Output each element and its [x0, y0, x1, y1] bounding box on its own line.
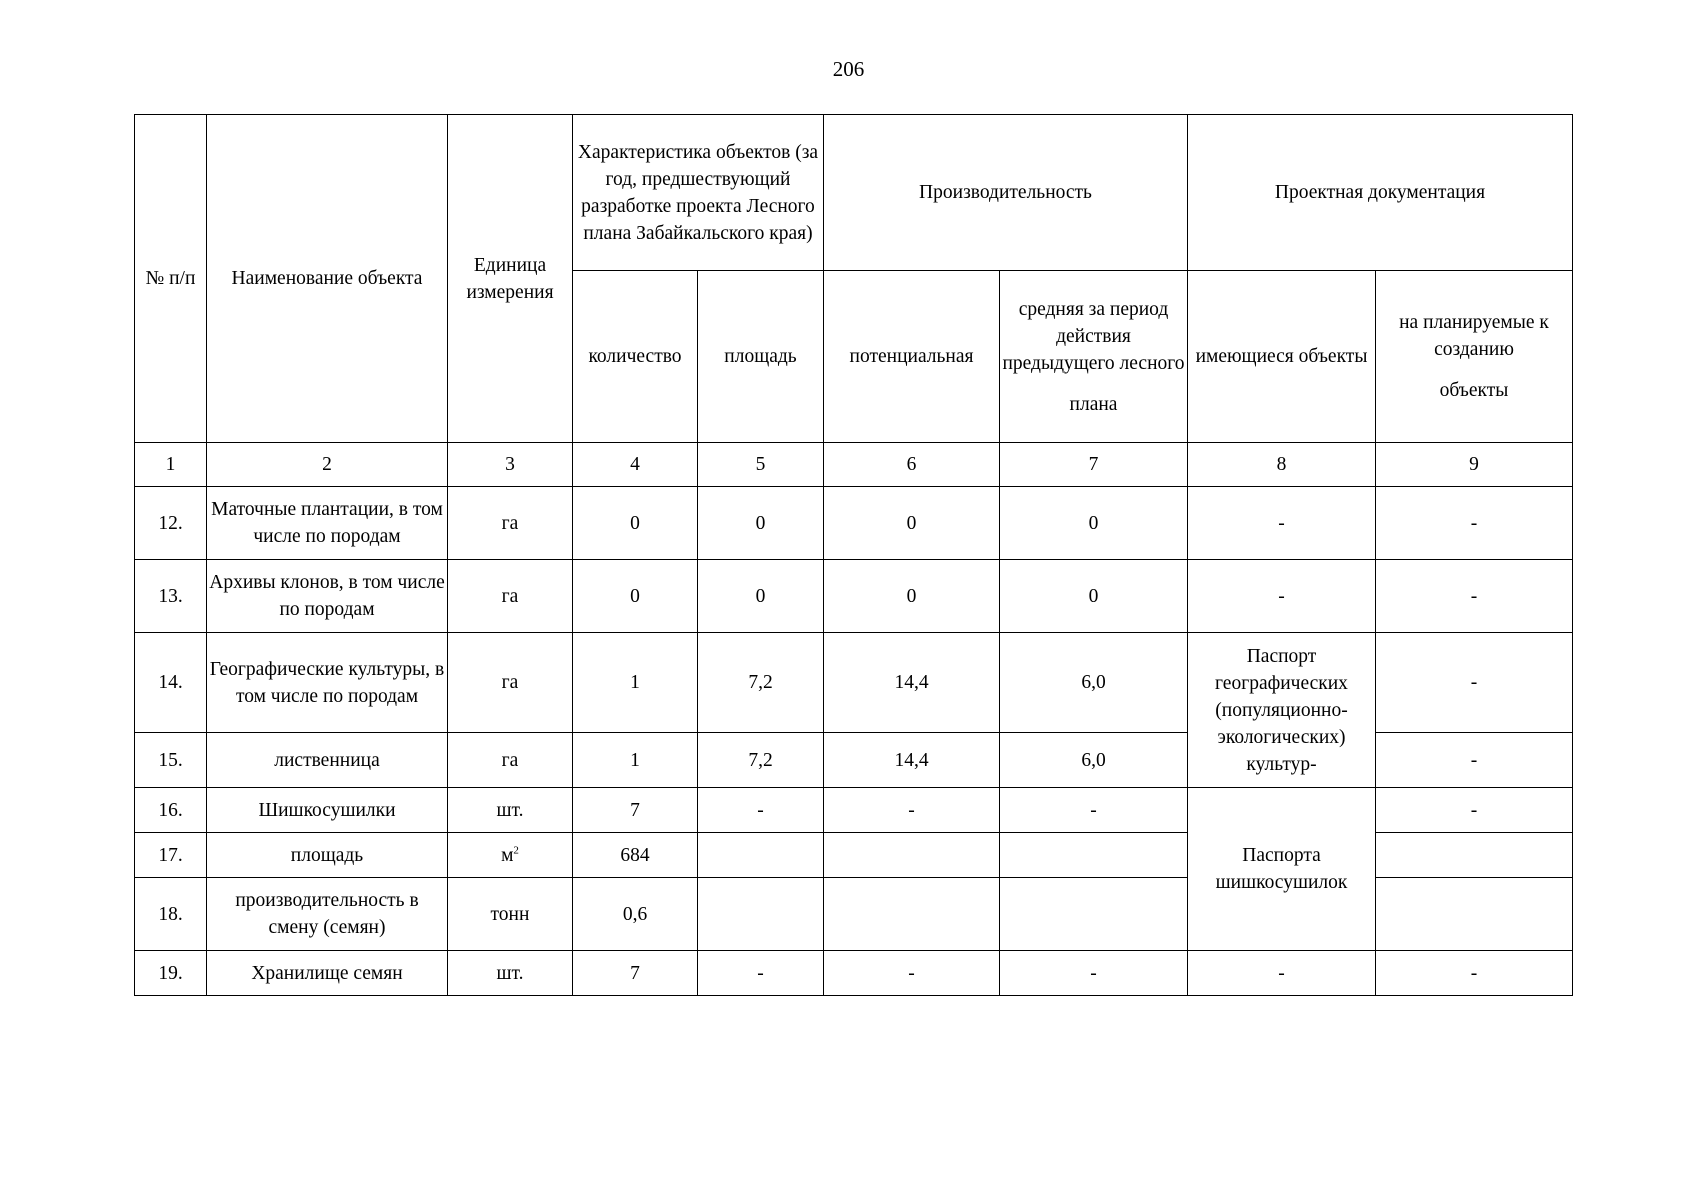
row-planned: [1376, 833, 1573, 878]
table-row: [135, 487, 1573, 560]
page-number: 206: [832, 57, 865, 81]
row-existing: -: [1188, 487, 1376, 560]
row-average: 0: [1000, 560, 1188, 633]
row-num: 14.: [135, 633, 207, 733]
row-name: Шишкосушилки: [207, 788, 448, 833]
column-number: 4: [573, 443, 698, 487]
row-num: 19.: [135, 951, 207, 996]
row-num: 18.: [135, 878, 207, 951]
row-num: 13.: [135, 560, 207, 633]
row-potential: 0: [824, 560, 1000, 633]
forest-seed-objects-table: [134, 114, 1573, 996]
dryer-passport-cell: Паспорта шишкосушилок: [1188, 788, 1376, 951]
row-area: 7,2: [698, 733, 824, 788]
unit-exponent: 2: [513, 844, 519, 856]
column-number: 5: [698, 443, 824, 487]
column-number: 2: [207, 443, 448, 487]
row-area: 7,2: [698, 633, 824, 733]
header-productivity: Производительность: [824, 115, 1188, 271]
row-potential: -: [824, 788, 1000, 833]
table-row: [135, 788, 1573, 833]
row-area: [698, 878, 824, 951]
row-unit: га: [448, 733, 573, 788]
header-area: площадь: [698, 271, 824, 443]
row-quantity: 0,6: [573, 878, 698, 951]
row-name: Маточные плантации, в том числе по породам: [207, 487, 448, 560]
row-existing: -: [1188, 560, 1376, 633]
row-area: [698, 833, 824, 878]
row-unit: га: [448, 560, 573, 633]
row-name: производительность в смену (семян): [207, 878, 448, 951]
row-area: -: [698, 951, 824, 996]
row-unit: га: [448, 633, 573, 733]
row-planned: [1376, 878, 1573, 951]
row-area: 0: [698, 560, 824, 633]
row-average: -: [1000, 788, 1188, 833]
header-average: [1000, 271, 1188, 443]
header-quantity: количество: [573, 271, 698, 443]
header-planned: [1376, 271, 1573, 443]
row-average: 6,0: [1000, 733, 1188, 788]
header-average-main: средняя за период действия предыдущего лесного: [1002, 298, 1185, 374]
row-area: 0: [698, 487, 824, 560]
row-average: 0: [1000, 487, 1188, 560]
header-planned-main: на планируемые к созданию: [1399, 312, 1549, 360]
row-name: Географические культуры, в том числе по породам: [207, 633, 448, 733]
header-average-tail: плана: [1069, 393, 1118, 415]
row-average: -: [1000, 951, 1188, 996]
row-unit: га: [448, 487, 573, 560]
row-planned: -: [1376, 560, 1573, 633]
header-planned-tail: объекты: [1439, 380, 1509, 401]
row-planned: -: [1376, 487, 1573, 560]
column-number: 6: [824, 443, 1000, 487]
header-characteristics: Характеристика объектов (за год, предшествующий разработке проекта Лесного плана Забайкальского края): [573, 115, 824, 271]
row-potential: [824, 833, 1000, 878]
row-average: [1000, 833, 1188, 878]
header-existing: имеющиеся объекты: [1188, 271, 1376, 443]
header-name: Наименование объекта: [207, 115, 448, 443]
row-average: 6,0: [1000, 633, 1188, 733]
column-number: 8: [1188, 443, 1376, 487]
row-num: 15.: [135, 733, 207, 788]
row-quantity: 1: [573, 633, 698, 733]
row-potential: 14,4: [824, 633, 1000, 733]
row-potential: [824, 878, 1000, 951]
header-unit: Единица измерения: [448, 115, 573, 443]
row-potential: 0: [824, 487, 1000, 560]
row-existing: -: [1188, 951, 1376, 996]
row-quantity: 684: [573, 833, 698, 878]
row-name: лиственница: [207, 733, 448, 788]
row-num: 12.: [135, 487, 207, 560]
table-row: [135, 951, 1573, 996]
table-row: [135, 633, 1573, 733]
row-quantity: 1: [573, 733, 698, 788]
row-planned: -: [1376, 733, 1573, 788]
row-quantity: 0: [573, 487, 698, 560]
row-planned: -: [1376, 633, 1573, 733]
row-num: 16.: [135, 788, 207, 833]
geo-passport-cell: Паспорт географических (популяционно-экологических) культур-: [1188, 633, 1376, 788]
row-name: Хранилище семян: [207, 951, 448, 996]
column-number: 7: [1000, 443, 1188, 487]
header-project-docs: Проектная документация: [1188, 115, 1573, 271]
header-row-1: [135, 115, 1573, 271]
row-quantity: 7: [573, 951, 698, 996]
row-unit: тонн: [448, 878, 573, 951]
row-unit: [448, 833, 573, 878]
unit-base: м: [501, 844, 514, 866]
row-area: -: [698, 788, 824, 833]
column-number: 1: [135, 443, 207, 487]
row-quantity: 0: [573, 560, 698, 633]
row-planned: -: [1376, 951, 1573, 996]
row-unit: шт.: [448, 951, 573, 996]
row-planned: -: [1376, 788, 1573, 833]
column-number: 3: [448, 443, 573, 487]
header-num: № п/п: [135, 115, 207, 443]
row-name: Архивы клонов, в том числе по породам: [207, 560, 448, 633]
row-average: [1000, 878, 1188, 951]
column-numbers-row: [135, 443, 1573, 487]
row-potential: -: [824, 951, 1000, 996]
row-quantity: 7: [573, 788, 698, 833]
row-unit: шт.: [448, 788, 573, 833]
column-number: 9: [1376, 443, 1573, 487]
row-potential: 14,4: [824, 733, 1000, 788]
table-row: [135, 560, 1573, 633]
row-name: площадь: [207, 833, 448, 878]
header-potential: потенциальная: [824, 271, 1000, 443]
row-num: 17.: [135, 833, 207, 878]
